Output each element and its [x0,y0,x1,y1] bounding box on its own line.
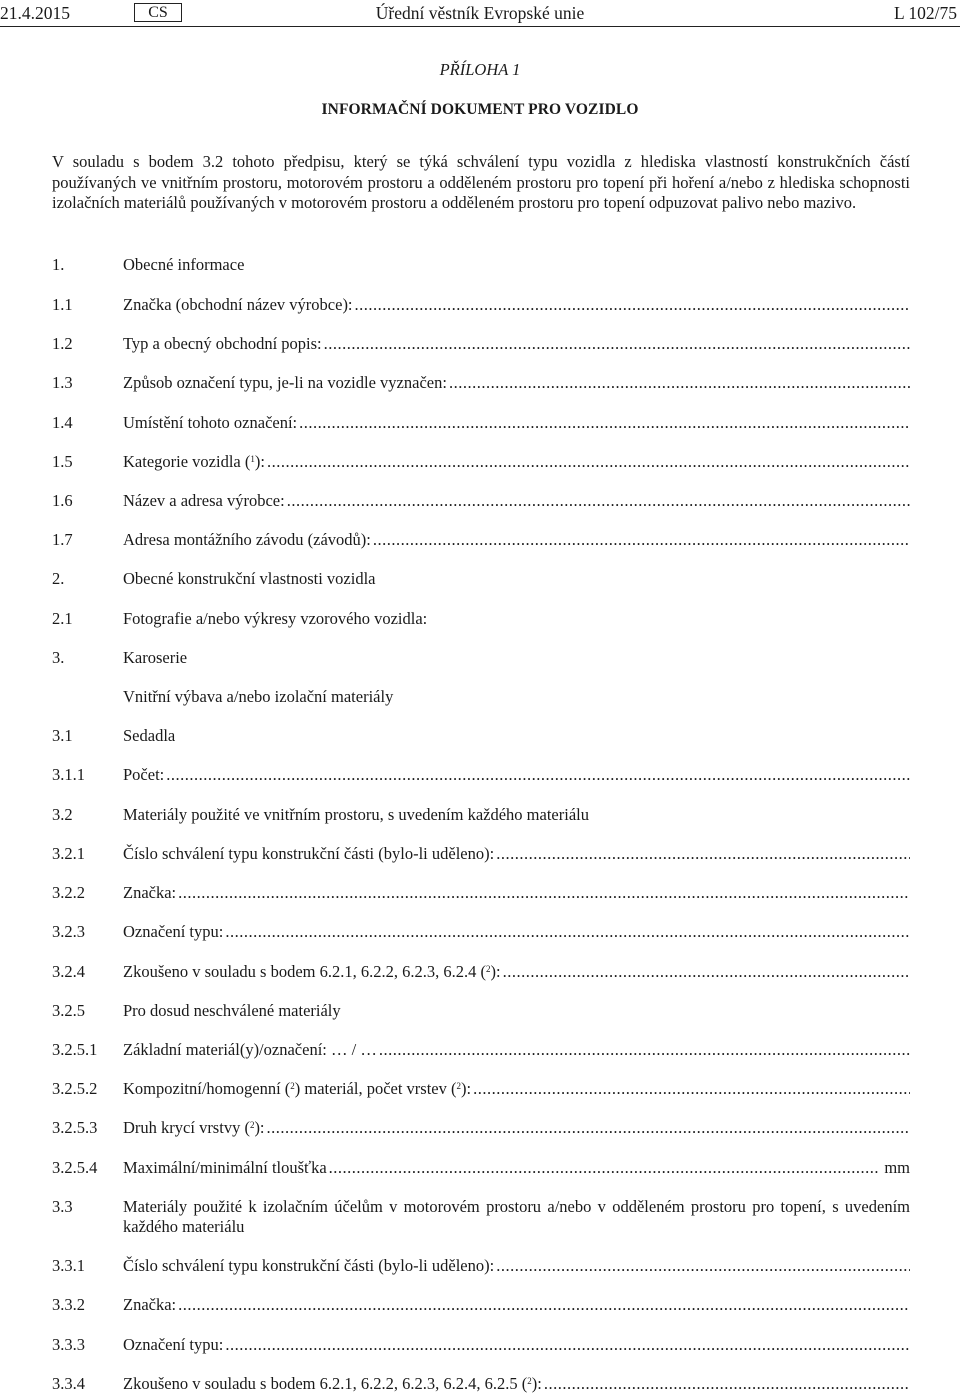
item-number: 1.1 [52,295,73,314]
item-label: Způsob označení typu, je-li na vozidle vyznačen: [123,373,447,392]
fill-in-dots[interactable] [324,334,910,354]
item-number: 3.2.4 [52,962,85,981]
item-number: 1.7 [52,530,73,549]
item-number: 3.3.3 [52,1335,85,1354]
item-label: Obecné konstrukční vlastnosti vozidla [123,569,376,588]
item-number: 2.1 [52,609,73,628]
journal-title: Úřední věstník Evropské unie [375,3,585,23]
item-number: 3.3.2 [52,1295,85,1314]
item-label: Označení typu: [123,1335,224,1354]
item-label: Obecné informace [123,255,245,274]
footnote-ref[interactable]: 2 [527,1376,532,1386]
fill-in-dots[interactable] [329,1158,879,1178]
item-number: 1.3 [52,373,73,392]
fill-in-dots[interactable] [287,491,910,511]
item-number: 3.3.4 [52,1374,85,1393]
item-number: 3. [52,648,65,667]
fill-in-dots[interactable] [178,1295,910,1315]
item-number: 3.2.3 [52,922,85,941]
intro-paragraph: V souladu s bodem 3.2 tohoto předpisu, který se týká schválení typu vozidla z hlediska vlastností konstrukčních částí používaných ve vnitřním prostoru, motorovém prostoru a odděleném prostoru pro topení při hoření a/nebo z hlediska schopnosti izolačních materiálů používaných v motorovém prostoru a odděleném prostoru pro topení odpuzovat palivo nebo mazivo. [52,152,910,213]
item-label: Karoserie [123,648,188,667]
fill-in-dots[interactable] [496,1256,910,1276]
fill-in-dots[interactable] [544,1374,910,1394]
item-label: Značka (obchodní název výrobce): [123,295,353,314]
item-label: Sedadla [123,726,176,745]
item-number: 3.1 [52,726,73,745]
item-number: 3.2.2 [52,883,85,902]
item-label: Typ a obecný obchodní popis: [123,334,322,353]
item-label: Základní materiál(y)/označení: … / … [123,1040,377,1059]
fill-in-dots[interactable] [473,1079,910,1099]
item-label: Označení typu: [123,922,224,941]
item-label: Název a adresa výrobce: [123,491,285,510]
fill-in-dots[interactable] [503,962,910,982]
item-number: 3.2.5.1 [52,1040,98,1059]
item-label: Číslo schválení typu konstrukční části (bylo-li uděleno): [123,1256,495,1275]
fill-in-dots[interactable] [267,1118,910,1138]
item-label: Maximální/minimální tloušťka [123,1158,327,1177]
item-label: Materiály použité ve vnitřním prostoru, s uvedením každého materiálu [123,805,589,824]
item-number: 3.2.5.4 [52,1158,98,1177]
fill-in-dots[interactable] [225,922,910,942]
fill-in-dots[interactable] [267,452,910,472]
item-label: Druh krycí vrstvy ($^2$): [123,1118,265,1137]
item-label: Materiály použité k izolačním účelům v motorovém prostoru a/nebo v odděleném prostoru pro topení, s uvedením každého materiálu [123,1197,910,1236]
fill-in-dots[interactable] [379,1040,910,1060]
item-number: 3.2.5.3 [52,1118,98,1137]
fill-in-dots[interactable] [166,765,910,785]
annex-label: PŘÍLOHA 1 [439,60,521,79]
item-label: Vnitřní výbava a/nebo izolační materiály [123,687,394,706]
item-label: Počet: [123,765,165,784]
item-number: 3.2.5 [52,1001,85,1020]
item-number: 3.3 [52,1197,73,1216]
fill-in-dots[interactable] [299,413,910,433]
fill-in-dots[interactable] [225,1335,910,1355]
fill-in-dots[interactable] [373,530,910,550]
footnote-ref[interactable]: 1 [250,454,255,464]
item-number: 1. [52,255,65,274]
item-number: 3.3.1 [52,1256,85,1275]
item-label: Adresa montážního závodu (závodů): [123,530,371,549]
item-label: Umístění tohoto označení: [123,413,298,432]
fill-in-dots[interactable] [355,295,910,315]
fill-in-dots[interactable] [496,844,910,864]
item-number: 1.6 [52,491,73,510]
item-number: 3.2 [52,805,73,824]
item-label: Fotografie a/nebo výkresy vzorového vozidla: [123,609,428,628]
footnote-ref[interactable]: 2 [456,1081,462,1091]
item-number: 1.4 [52,413,73,432]
item-number: 3.2.5.2 [52,1079,98,1098]
footnote-ref[interactable]: 2 [290,1081,295,1091]
item-label: Značka: [123,1295,177,1314]
document-title: INFORMAČNÍ DOKUMENT PRO VOZIDLO [321,101,639,118]
unit-label: mm [884,1158,910,1177]
fill-in-dots[interactable] [178,883,910,903]
fill-in-dots[interactable] [449,373,910,393]
page-header [0,0,960,27]
item-label: Číslo schválení typu konstrukční části (bylo-li uděleno): [123,844,495,863]
language-badge: CS [134,3,182,22]
item-label: Značka: [123,883,177,902]
item-label: Kategorie vozidla ($^1$): [123,452,265,471]
item-label: Pro dosud neschválené materiály [123,1001,341,1020]
header-date: 21.4.2015 [0,3,70,23]
item-number: 1.5 [52,452,73,471]
item-label: Zkoušeno v souladu s bodem 6.2.1, 6.2.2, 6.2.3, 6.2.4 ($^2$): [123,962,501,981]
footnote-ref[interactable]: 2 [249,1120,255,1130]
item-number: 1.2 [52,334,73,353]
item-label: Kompozitní/homogenní ($^2$) materiál, počet vrstev ($^2$): [123,1079,472,1098]
item-number: 3.1.1 [52,765,85,784]
footnote-ref[interactable]: 2 [485,964,491,974]
page-reference: L 102/75 [893,3,957,23]
item-label: Zkoušeno v souladu s bodem 6.2.1, 6.2.2, 6.2.3, 6.2.4, 6.2.5 ($^2$): [123,1374,542,1393]
item-number: 3.2.1 [52,844,85,863]
item-number: 2. [52,569,65,588]
